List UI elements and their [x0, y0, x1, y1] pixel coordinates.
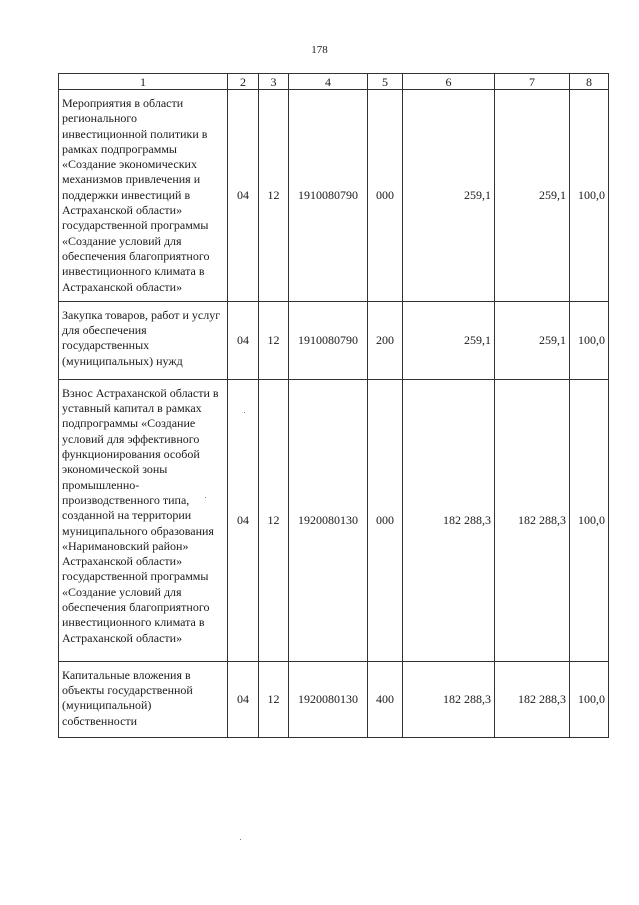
row-amount-actual: 182 288,3	[495, 379, 570, 661]
row-expense-type: 000	[368, 90, 403, 302]
row-target-code: 1920080130	[289, 379, 368, 661]
row-subsection: 12	[259, 661, 289, 737]
row-expense-type: 000	[368, 379, 403, 661]
row-target-code: 1910080790	[289, 301, 368, 379]
header-col-4: 4	[289, 74, 368, 90]
row-amount-actual: 259,1	[495, 90, 570, 302]
row-subsection: 12	[259, 379, 289, 661]
header-col-3: 3	[259, 74, 289, 90]
header-col-2: 2	[228, 74, 259, 90]
row-subsection: 12	[259, 90, 289, 302]
row-percent: 100,0	[570, 379, 609, 661]
row-expense-type: 200	[368, 301, 403, 379]
header-col-6: 6	[403, 74, 495, 90]
row-section: 04	[228, 90, 259, 302]
page-number: 178	[311, 44, 328, 56]
row-expense-type: 400	[368, 661, 403, 737]
row-percent: 100,0	[570, 661, 609, 737]
row-percent: 100,0	[570, 90, 609, 302]
row-section: 04	[228, 661, 259, 737]
budget-table	[58, 73, 609, 738]
row-target-code: 1920080130	[289, 661, 368, 737]
row-amount-plan: 182 288,3	[403, 661, 495, 737]
row-amount-actual: 259,1	[495, 301, 570, 379]
header-col-1: 1	[59, 74, 228, 90]
scan-speck	[240, 839, 241, 840]
header-col-8: 8	[570, 74, 609, 90]
scan-speck	[244, 412, 245, 413]
table-row	[59, 301, 609, 379]
header-row	[59, 74, 609, 90]
table-row	[59, 379, 609, 661]
row-amount-plan: 182 288,3	[403, 379, 495, 661]
table-row	[59, 90, 609, 302]
scan-speck	[205, 497, 206, 498]
row-percent: 100,0	[570, 301, 609, 379]
header-col-5: 5	[368, 74, 403, 90]
row-target-code: 1910080790	[289, 90, 368, 302]
row-amount-plan: 259,1	[403, 301, 495, 379]
row-amount-actual: 182 288,3	[495, 661, 570, 737]
row-amount-plan: 259,1	[403, 90, 495, 302]
row-name: Взнос Астраханской области в уставный капитал в рамках подпрограммы «Создание условий для эффективного функционирования особой экономической зоны промышленно-производственного типа, созданной на территории муниципального образования «Наримановский район» Астраханской области» государственной программы «Создание условий для обеспечения благоприятного инвестиционного климата в Астраханской области»	[59, 379, 228, 661]
row-name: Закупка товаров, работ и услуг для обеспечения государственных (муниципальных) нужд	[59, 301, 228, 379]
header-col-7: 7	[495, 74, 570, 90]
table-row	[59, 661, 609, 737]
row-subsection: 12	[259, 301, 289, 379]
row-section: 04	[228, 301, 259, 379]
row-name: Капитальные вложения в объекты государственной (муниципальной) собственности	[59, 661, 228, 737]
row-section: 04	[228, 379, 259, 661]
row-name: Мероприятия в области регионального инвестиционной политики в рамках подпрограммы «Создание экономических механизмов привлечения и поддержки инвестиций в Астраханской области» государственной программы «Создание условий для обеспечения благоприятного инвестиционного климата в Астраханской области»	[59, 90, 228, 302]
